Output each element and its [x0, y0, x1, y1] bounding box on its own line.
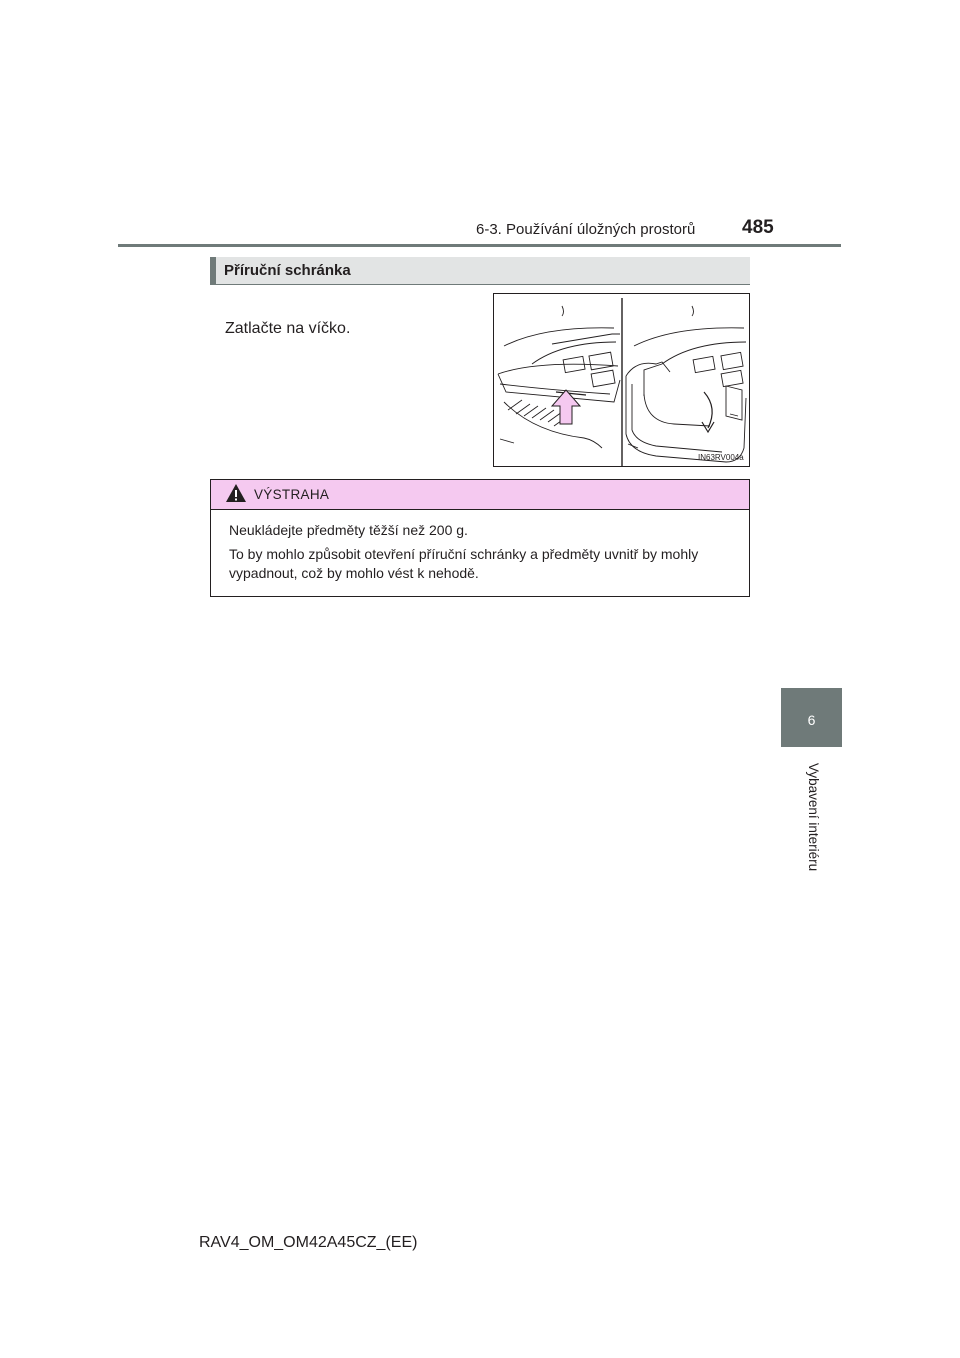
- glovebox-drawing: [494, 294, 751, 468]
- chapter-number: 6: [807, 712, 816, 728]
- chapter-title: Vybavení interiéru: [806, 762, 821, 872]
- section-heading: Příruční schránka: [224, 262, 351, 279]
- figure-code: IN63RV004a: [698, 453, 744, 462]
- instruction-text: Zatlačte na víčko.: [225, 320, 351, 337]
- push-arrow: [552, 390, 580, 424]
- warning-text: Neukládejte předměty těžší než 200 g.: [229, 522, 468, 538]
- page-number: 485: [742, 217, 774, 238]
- header-rule: [118, 244, 841, 247]
- warning-label: VÝSTRAHA: [254, 487, 330, 502]
- running-header-title: 6-3. Používání úložných prostorů: [476, 221, 696, 238]
- glovebox-illustration: [493, 293, 750, 467]
- document-code: RAV4_OM_OM42A45CZ_(EE): [199, 1234, 418, 1251]
- section-heading-rule: [210, 284, 750, 285]
- warning-text: To by mohlo způsobit otevření příruční schránky a předměty uvnitř by mohly vypadnout, což by mohlo vést k nehodě.: [229, 546, 699, 581]
- section-heading-marker: [210, 257, 216, 284]
- warning-triangle-icon: [225, 483, 247, 508]
